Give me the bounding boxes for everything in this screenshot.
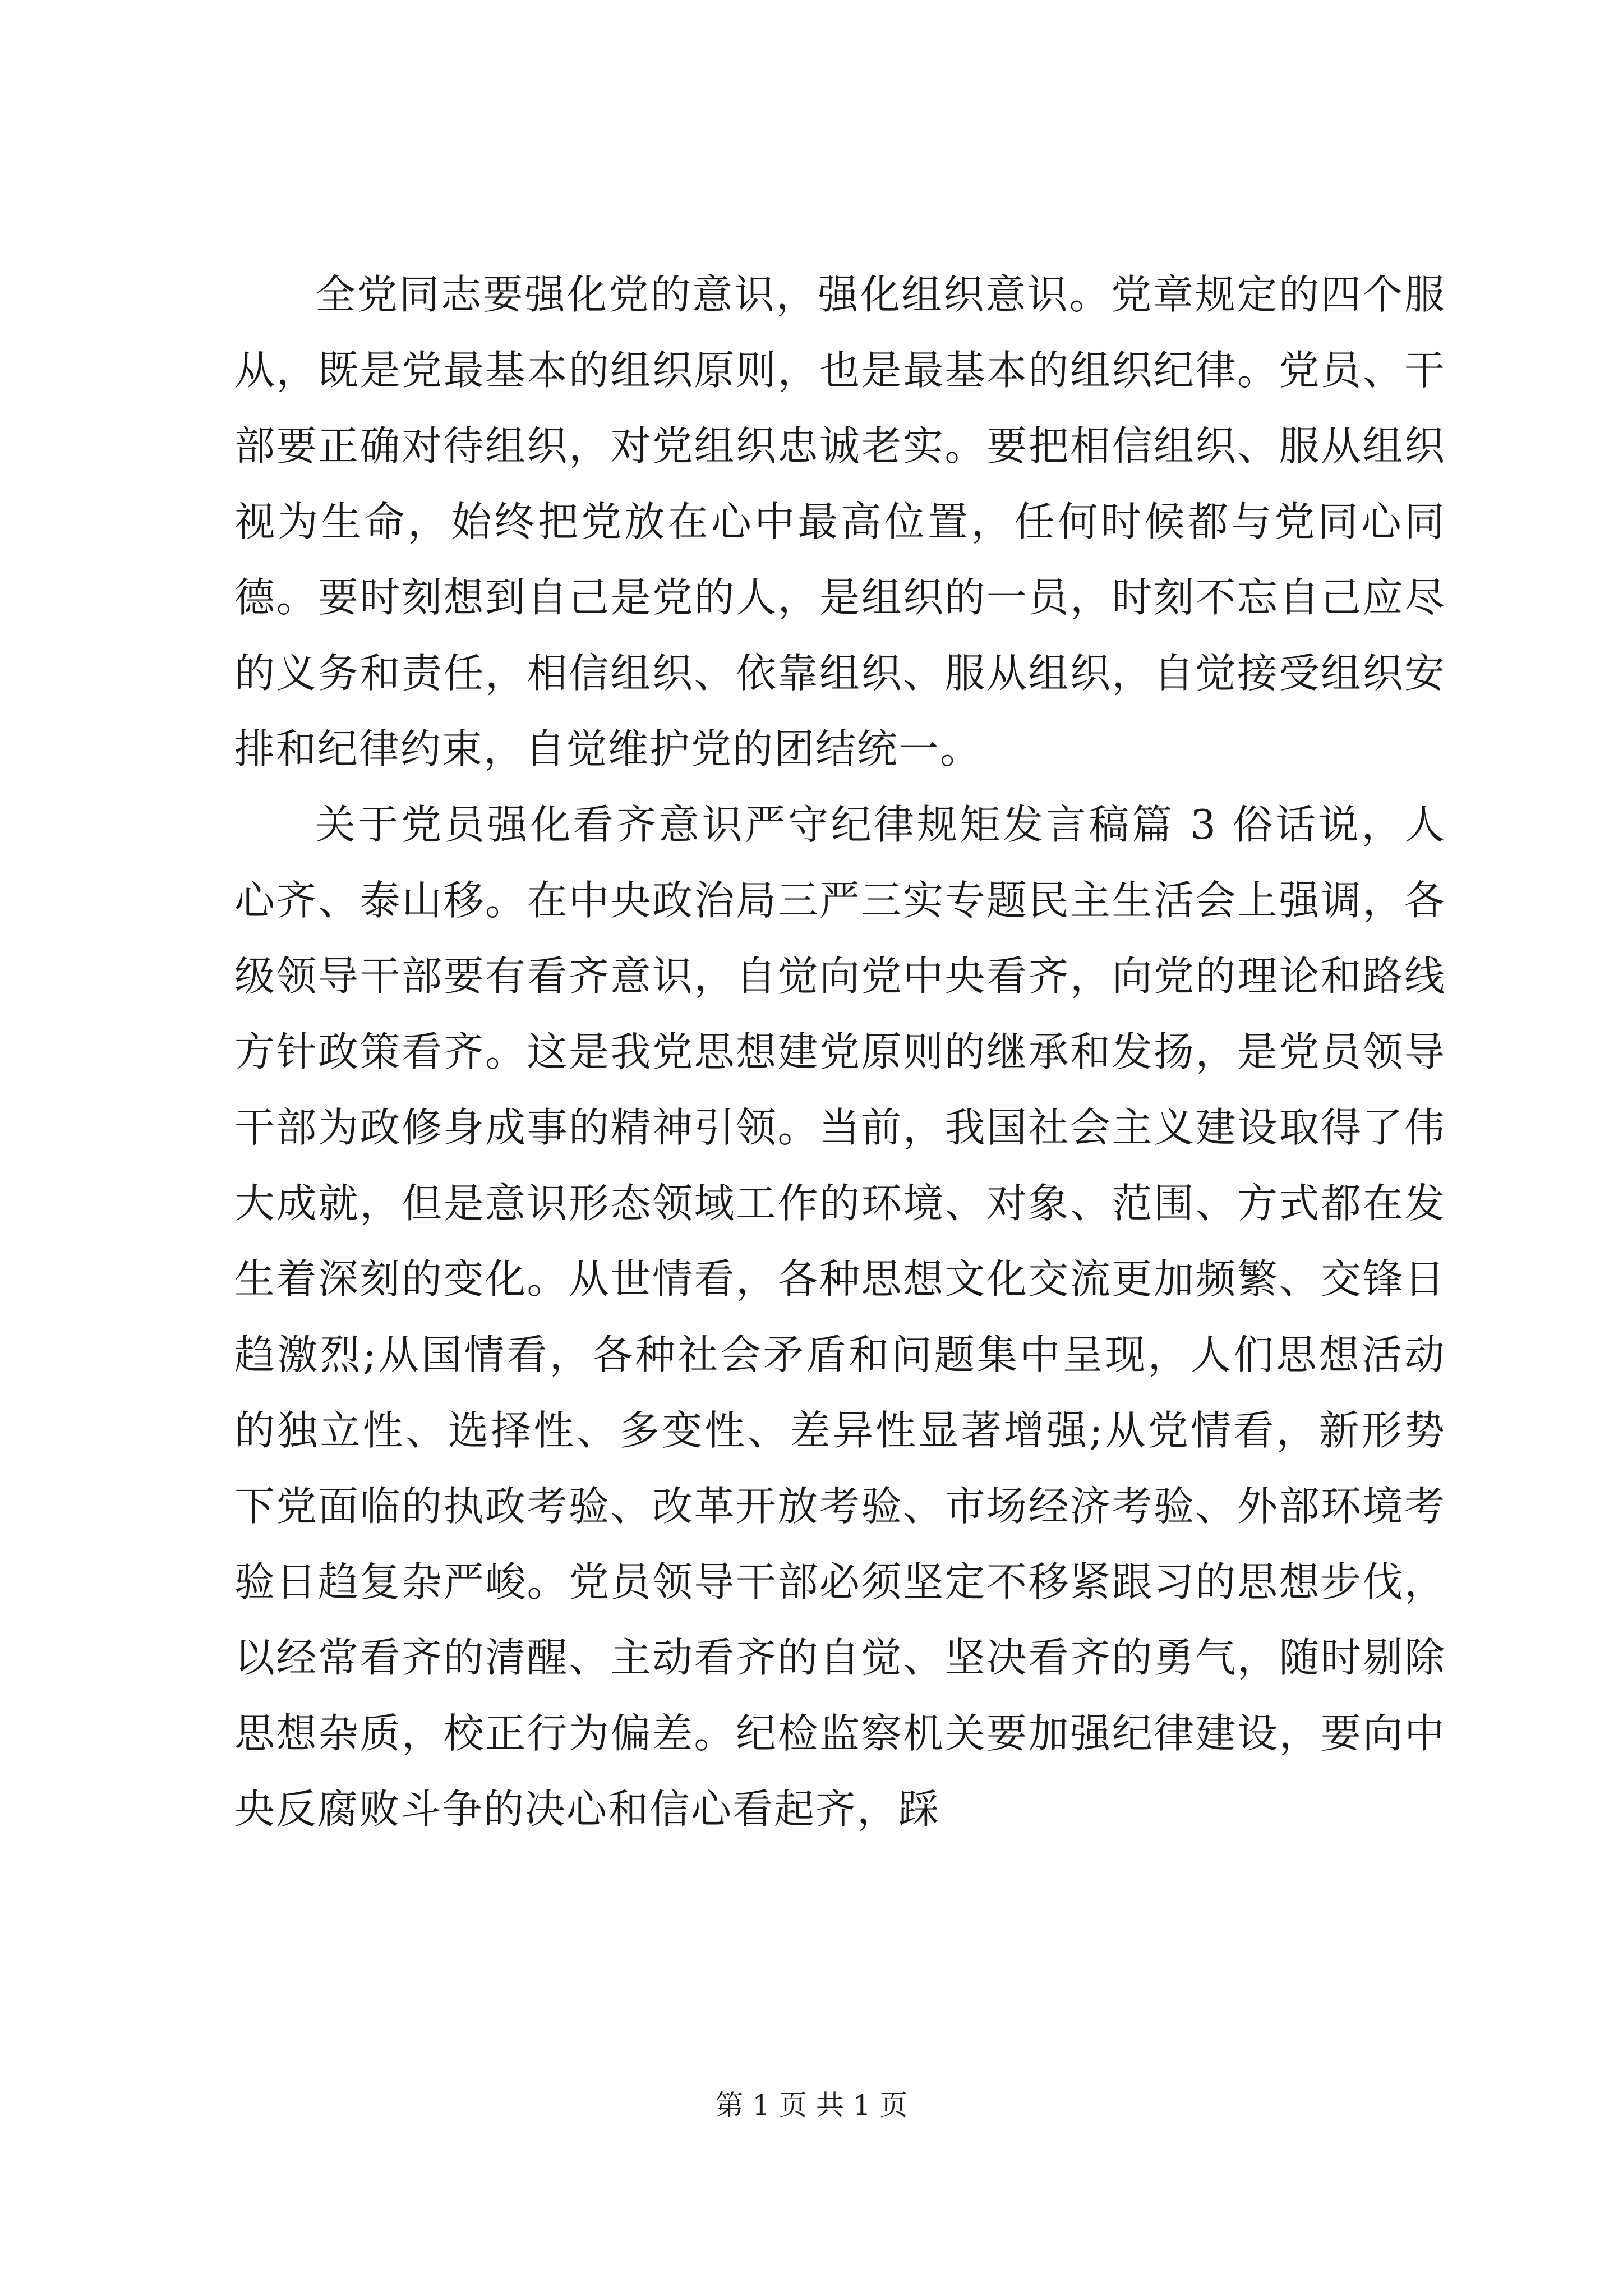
paragraph-2: 关于党员强化看齐意识严守纪律规矩发言稿篇 3 俗话说，人心齐、泰山移。在中央政治局三严三实专题民主生活会上强调，各级领导干部要有看齐意识，自觉向党中央看齐，向党的理论和路线方针政策看齐。这是我党思想建党原则的继承和发扬，是党员领导干部为政修身成事的精神引领。当前，我国社会主义建设取得了伟大成就，但是意识形态领域工作的环境、对象、范围、方式都在发生着深刻的变化。从世情看，各种思想文化交流更加频繁、交锋日趋激烈;从国情看，各种社会矛盾和问题集中呈现，人们思想活动的独立性、选择性、多变性、差异性显著增强;从党情看，新形势下党面临的执政考验、改革开放考验、市场经济考验、外部环境考验日趋复杂严峻。党员领导干部必须坚定不移紧跟习的思想步伐，以经常看齐的清醒、主动看齐的自觉、坚决看齐的勇气，随时剔除思想杂质，校正行为偏差。纪检监察机关要加强纪律建设，要向中央反腐败斗争的决心和信心看起齐，踩: [234, 801, 1446, 1833]
paragraph-1: 全党同志要强化党的意识，强化组织意识。党章规定的四个服从，既是党最基本的组织原则，也是最基本的组织纪律。党员、干部要正确对待组织，对党组织忠诚老实。要把相信组织、服从组织视为生命，始终把党放在心中最高位置，任何时候都与党同心同德。要时刻想到自己是党的人，是组织的一员，时刻不忘自己应尽的义务和责任，相信组织、依靠组织、服从组织，自觉接受组织安排和纪律约束，自觉维护党的团结统一。: [234, 271, 1446, 772]
page-footer: 第 1 页 共 1 页: [715, 2089, 908, 2122]
document-body: [234, 257, 1446, 1847]
